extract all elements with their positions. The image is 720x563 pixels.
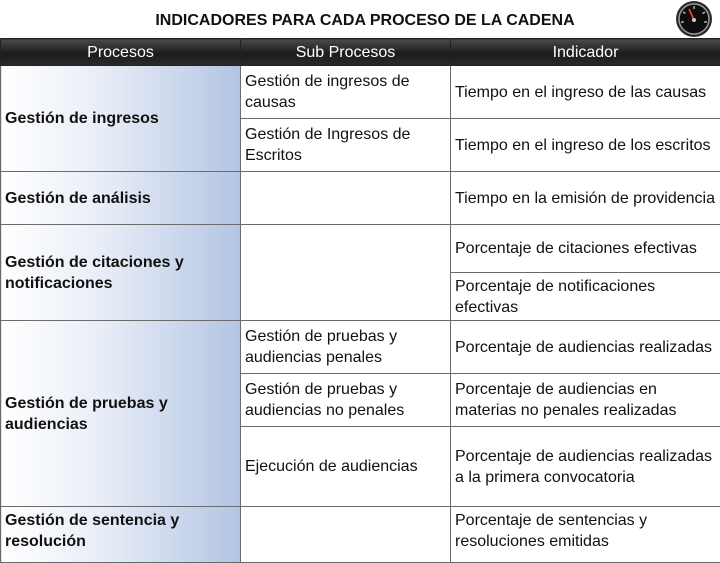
column-header-sub-procesos: Sub Procesos	[241, 39, 451, 66]
subprocess-cell: Gestión de Ingresos de Escritos	[241, 119, 451, 172]
subprocess-cell: Gestión de pruebas y audiencias penales	[241, 321, 451, 374]
empty-subprocess-cell	[241, 172, 451, 225]
indicator-cell: Porcentaje de sentencias y resoluciones emitidas	[451, 507, 720, 563]
table-row	[1, 321, 720, 374]
indicator-cell: Tiempo en el ingreso de las causas	[451, 66, 720, 119]
indicator-cell: Porcentaje de audiencias realizadas	[451, 321, 720, 374]
indicators-table	[0, 38, 720, 563]
table-header-row	[1, 39, 720, 66]
indicator-cell: Porcentaje de notificaciones efectivas	[451, 273, 720, 321]
page-title: INDICADORES PARA CADA PROCESO DE LA CADENA	[0, 12, 720, 30]
subprocess-cell: Ejecución de audiencias	[241, 427, 451, 507]
gauge-icon	[675, 0, 713, 38]
process-cell: Gestión de análisis	[1, 172, 241, 225]
table-row	[1, 172, 720, 225]
process-cell: Gestión de pruebas y audiencias	[1, 321, 241, 507]
column-header-indicador: Indicador	[451, 39, 720, 66]
table-row	[1, 507, 720, 563]
subprocess-cell: Gestión de pruebas y audiencias no penales	[241, 374, 451, 427]
table-row	[1, 225, 720, 273]
process-cell: Gestión de sentencia y resolución	[1, 507, 241, 563]
indicator-cell: Porcentaje de audiencias realizadas a la primera convocatoria	[451, 427, 720, 507]
indicator-cell: Porcentaje de audiencias en materias no penales realizadas	[451, 374, 720, 427]
indicator-cell: Porcentaje de citaciones efectivas	[451, 225, 720, 273]
process-cell: Gestión de ingresos	[1, 66, 241, 172]
column-header-procesos: Procesos	[1, 39, 241, 66]
indicator-cell: Tiempo en el ingreso de los escritos	[451, 119, 720, 172]
empty-subprocess-cell	[241, 225, 451, 321]
process-cell: Gestión de citaciones y notificaciones	[1, 225, 241, 321]
subprocess-cell: Gestión de ingresos de causas	[241, 66, 451, 119]
table-row	[1, 66, 720, 119]
empty-subprocess-cell	[241, 507, 451, 563]
indicator-cell: Tiempo en la emisión de providencia	[451, 172, 720, 225]
